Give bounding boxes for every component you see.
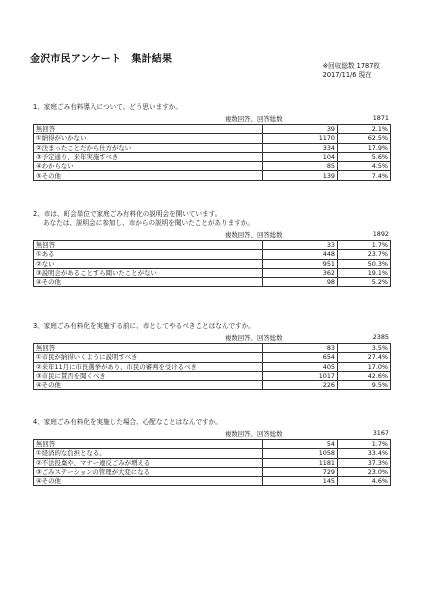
option-count: 1170 [263, 134, 338, 143]
option-percent: 7.4% [338, 171, 391, 180]
table-row [34, 467, 391, 476]
option-label: ②ない [34, 259, 263, 268]
option-percent: 3.5% [338, 344, 391, 353]
option-percent: 2.1% [338, 125, 391, 134]
table-row [34, 353, 391, 362]
option-percent: 5.6% [338, 152, 391, 161]
section-q4 [33, 418, 391, 486]
option-label: ④その他 [34, 278, 263, 287]
option-percent: 9.5% [338, 381, 391, 390]
option-percent: 4.6% [338, 477, 391, 486]
table-row [34, 344, 391, 353]
table-row [34, 268, 391, 277]
page-title: 金沢市民アンケート 集計結果 [30, 54, 173, 65]
question-text: 1、家庭ごみ有料導入について、どう思いますか。 [33, 103, 182, 111]
results-table [33, 240, 391, 287]
question-text: 2、市は、町会単位で家庭ごみ有料化の説明会を開いています。 [33, 210, 222, 218]
option-percent: 1.7% [338, 440, 391, 449]
table-row [34, 381, 391, 390]
results-table [33, 124, 391, 181]
option-percent: 27.4% [338, 353, 391, 362]
table-row [34, 362, 391, 371]
option-count: 951 [263, 259, 338, 268]
question-text: 4、家庭ごみ有料化を実施した場合、心配なことはなんですか。 [33, 418, 222, 426]
option-count: 405 [263, 362, 338, 371]
table-row [34, 134, 391, 143]
table-row [34, 171, 391, 180]
option-percent: 33.4% [338, 449, 391, 458]
option-percent: 17.0% [338, 362, 391, 371]
table-row [34, 440, 391, 449]
option-label: 無回答 [34, 125, 263, 134]
option-percent: 19.1% [338, 268, 391, 277]
option-count: 334 [263, 143, 338, 152]
option-percent: 23.0% [338, 467, 391, 476]
section-q3 [33, 322, 391, 390]
option-label: ④わからない [34, 162, 263, 171]
table-row [34, 152, 391, 161]
question-text-line2: あなたは、説明会に参加し、市からの説明を聞いたことがありますか。 [43, 219, 254, 227]
option-percent: 17.9% [338, 143, 391, 152]
option-label: ③ごみステーションの管理が大変になる [34, 467, 263, 476]
option-percent: 42.6% [338, 371, 391, 380]
option-label: ④その他 [34, 477, 263, 486]
option-percent: 4.5% [338, 162, 391, 171]
option-label: 無回答 [34, 344, 263, 353]
option-label: ②来年11月に市長選挙があり、市民の審判を受けるべき [34, 362, 263, 371]
option-label: ①市民が納得いくように説明すべき [34, 353, 263, 362]
option-label: ⑤その他 [34, 171, 263, 180]
response-count: ※回収総数 1787枚 [322, 62, 380, 70]
summary-label: 複数回答、回答総数 [225, 231, 283, 239]
option-label: ③説明会があることすら聞いたことがない [34, 268, 263, 277]
summary-label: 複数回答、回答総数 [225, 115, 283, 123]
option-percent: 62.5% [338, 134, 391, 143]
option-count: 226 [263, 381, 338, 390]
option-count: 654 [263, 353, 338, 362]
option-count: 1058 [263, 449, 338, 458]
summary-total: 2385 [372, 333, 389, 341]
option-label: ④その他 [34, 381, 263, 390]
summary-label: 複数回答、回答総数 [225, 334, 283, 342]
option-count: 54 [263, 440, 338, 449]
table-row [34, 241, 391, 250]
option-percent: 5.2% [338, 278, 391, 287]
option-label: 無回答 [34, 440, 263, 449]
option-label: ①納得がいかない [34, 134, 263, 143]
question-text: 3、家庭ごみ有料化を実施する前に、市としてやるべきことはなんですか。 [33, 322, 255, 330]
option-percent: 37.3% [338, 458, 391, 467]
summary-line [33, 429, 391, 439]
summary-line [33, 114, 391, 124]
table-row [34, 449, 391, 458]
table-row [34, 125, 391, 134]
option-count: 1181 [263, 458, 338, 467]
option-count: 448 [263, 250, 338, 259]
option-count: 39 [263, 125, 338, 134]
option-label: ①経済的な負担となる。 [34, 449, 263, 458]
summary-total: 1871 [372, 114, 389, 122]
option-count: 104 [263, 152, 338, 161]
table-row [34, 477, 391, 486]
option-count: 139 [263, 171, 338, 180]
option-count: 83 [263, 344, 338, 353]
section-q2 [33, 210, 391, 287]
results-table [33, 343, 391, 390]
option-percent: 1.7% [338, 241, 391, 250]
header-meta [323, 62, 380, 80]
option-label: ③予定通り、来年実施すべき [34, 152, 263, 161]
option-percent: 23.7% [338, 250, 391, 259]
option-percent: 50.3% [338, 259, 391, 268]
option-count: 85 [263, 162, 338, 171]
summary-line [33, 230, 391, 240]
option-label: ②不法投棄や、マナー違反ごみが増える [34, 458, 263, 467]
results-table [33, 439, 391, 486]
table-row [34, 278, 391, 287]
summary-label: 複数回答、回答総数 [225, 430, 283, 438]
table-row [34, 371, 391, 380]
option-count: 33 [263, 241, 338, 250]
summary-total: 3167 [372, 429, 389, 437]
table-row [34, 458, 391, 467]
option-label: ③市民に賛否を聞くべき [34, 371, 263, 380]
option-label: ②決まったことだから仕方がない [34, 143, 263, 152]
section-q1 [33, 103, 391, 181]
option-label: 無回答 [34, 241, 263, 250]
option-count: 362 [263, 268, 338, 277]
table-row [34, 250, 391, 259]
option-label: ①ある [34, 250, 263, 259]
option-count: 98 [263, 278, 338, 287]
table-row [34, 162, 391, 171]
as-of-date: 2017/11/6 現在 [322, 71, 372, 79]
summary-line [33, 333, 391, 343]
option-count: 729 [263, 467, 338, 476]
summary-total: 1892 [372, 230, 389, 238]
table-row [34, 143, 391, 152]
option-count: 145 [263, 477, 338, 486]
table-row [34, 259, 391, 268]
option-count: 1017 [263, 371, 338, 380]
